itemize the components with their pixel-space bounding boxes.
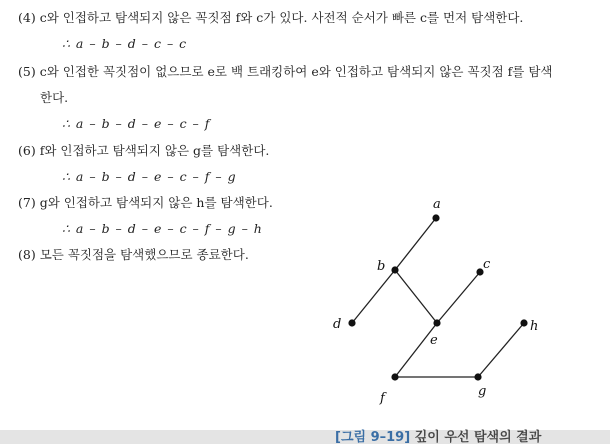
node-label-c: c xyxy=(483,257,491,272)
node-b xyxy=(391,266,398,273)
node-e xyxy=(433,319,440,326)
step-text: c와 인접하고 탐색되지 않은 꼭짓점 f와 c가 있다. 사전적 순서가 빠른 c를 먼저 탐색한다. xyxy=(39,10,524,25)
edge-e-f xyxy=(395,323,437,377)
traversal-result: ∴ a – b – d – c – c xyxy=(62,36,188,51)
step-text: c와 인접한 꼭짓점이 없으므로 e로 백 트래킹하여 e와 인접하고 탐색되지 않은 꼭짓점 f를 탐색 xyxy=(39,64,553,79)
edge-e-c xyxy=(437,272,480,323)
step-text: g와 인접하고 탐색되지 않은 h를 탐색한다. xyxy=(39,195,273,210)
edge-b-d xyxy=(352,270,395,323)
node-label-g: g xyxy=(478,384,487,399)
node-g xyxy=(474,373,481,380)
traversal-result: ∴ a – b – d – e – c – f – g – h xyxy=(62,221,263,236)
step-number: (5) xyxy=(18,64,36,79)
step-text: 모든 꼭짓점을 탐색했으므로 종료한다. xyxy=(39,247,249,262)
traversal-result: ∴ a – b – d – e – c – f – g xyxy=(62,169,237,184)
figure-title: 깊이 우선 탐색의 결과 xyxy=(414,430,542,445)
edge-b-e xyxy=(395,270,437,323)
figure-number: [그림 9–19] xyxy=(335,430,411,445)
traversal-result: ∴ a – b – d – e – c – f xyxy=(62,116,211,131)
step-number: (8) xyxy=(18,247,36,262)
edge-a-b xyxy=(395,218,436,270)
node-label-e: e xyxy=(430,333,438,348)
node-a xyxy=(432,214,439,221)
step-number: (4) xyxy=(18,10,36,25)
figure-caption xyxy=(335,426,541,445)
graph-nodes xyxy=(333,197,538,406)
step-text: f와 인접하고 탐색되지 않은 g를 탐색한다. xyxy=(39,143,270,158)
node-label-d: d xyxy=(333,317,342,332)
step-text-continued: 한다. xyxy=(40,90,69,105)
node-f xyxy=(391,373,398,380)
node-label-a: a xyxy=(433,197,441,212)
node-label-f: f xyxy=(380,391,385,406)
node-label-h: h xyxy=(530,319,539,334)
graph-edges xyxy=(352,218,524,377)
step-number: (6) xyxy=(18,143,36,158)
node-h xyxy=(520,319,527,326)
node-d xyxy=(348,319,355,326)
edge-g-h xyxy=(478,323,524,377)
step-number: (7) xyxy=(18,195,36,210)
node-label-b: b xyxy=(377,259,386,274)
